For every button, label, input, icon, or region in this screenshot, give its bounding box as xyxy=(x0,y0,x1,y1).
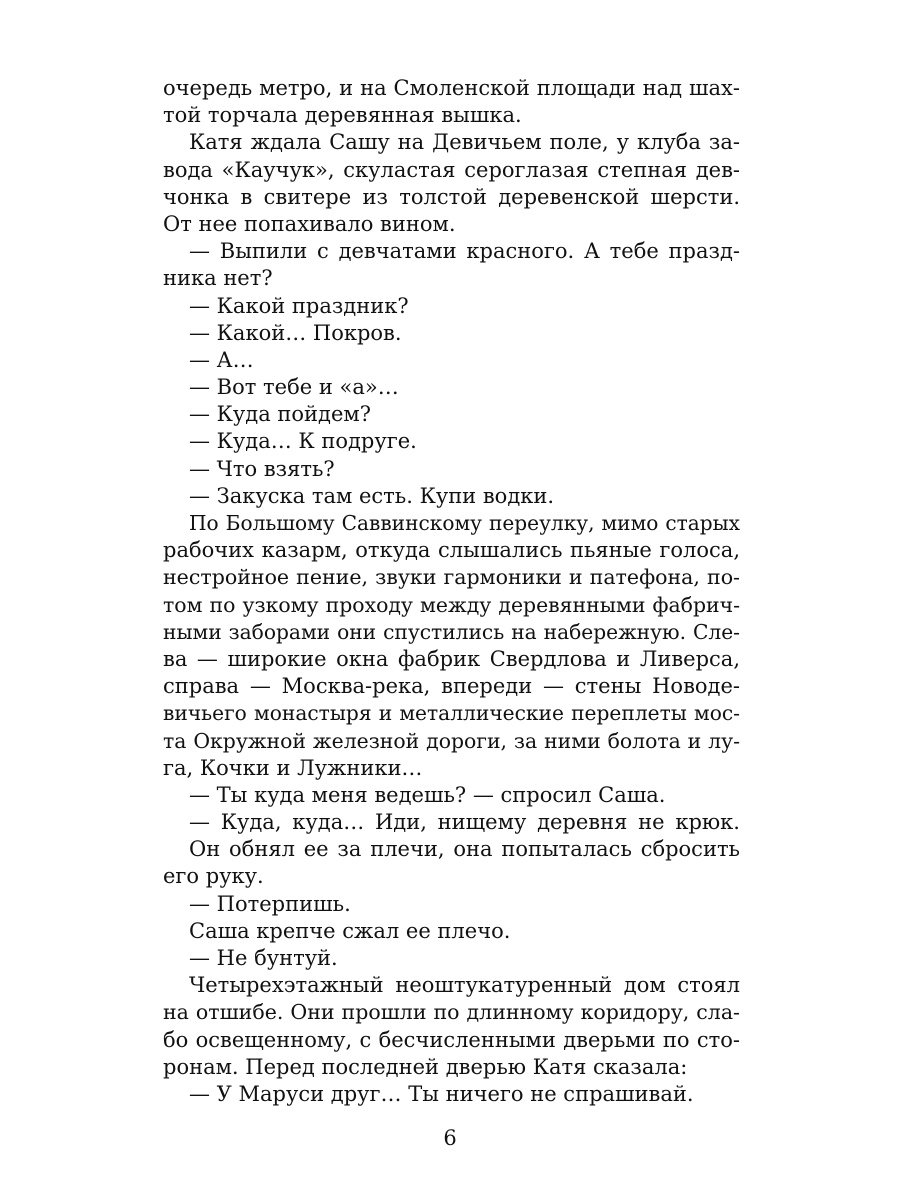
dialogue-line: — У Маруси друг… Ты ничего не спрашивай. xyxy=(189,1081,694,1106)
text-line: той торчала деревянная вышка. xyxy=(163,103,522,128)
text-line: его руку. xyxy=(163,864,264,889)
dialogue-line: — Не бунтуй. xyxy=(189,946,338,970)
text-line: бо освещенному, с бесчисленными дверьми по сто- xyxy=(163,1027,740,1052)
text-line: ва — широкие окна фабрик Свердлова и Ливерса, xyxy=(163,646,740,671)
text-line: От нее попахивало вином. xyxy=(163,211,456,236)
dialogue-line: — Какой… Покров. xyxy=(189,320,402,345)
text-line: вода «Каучук», скуластая сероглазая степная дев- xyxy=(163,157,740,182)
text-line: га, Кочки и Лужники… xyxy=(163,755,423,780)
text-line: очередь метро, и на Смоленской площади над шах- xyxy=(163,76,740,100)
dialogue-line: — Вот тебе и «а»… xyxy=(189,375,399,400)
text-line: По Большому Саввинскому переулку, мимо старых xyxy=(189,511,740,535)
dialogue-line: — Выпили с девчатами красного. А тебе празд- xyxy=(189,239,740,264)
dialogue-line: — Куда пойдем? xyxy=(189,402,371,427)
dialogue-line: — Что взять? xyxy=(189,456,335,481)
text-line: нестройное пение, звуки гармоники и патефона, по- xyxy=(163,565,740,590)
text-line: Саша крепче сжал ее плечо. xyxy=(189,918,511,943)
dialogue-line: — Потерпишь. xyxy=(189,891,351,916)
page-text xyxy=(163,75,740,1108)
text-line: вичьего монастыря и металлические переплеты мос- xyxy=(163,701,740,726)
text-line: ронам. Перед последней дверью Катя сказала: xyxy=(163,1054,688,1079)
dialogue-line: — Ты куда меня ведешь? — спросил Саша. xyxy=(189,782,666,807)
text-line: Он обнял ее за плечи, она попыталась сбросить xyxy=(189,837,740,862)
page-number: 6 xyxy=(443,1126,457,1150)
dialogue-line: — А… xyxy=(189,347,254,372)
dialogue-line: — Куда… К подруге. xyxy=(189,429,417,454)
text-line: рабочих казарм, откуда слышались пьяные голоса, xyxy=(163,538,740,563)
text-line: ными заборами они спустились на набережную. Сле- xyxy=(163,619,740,644)
dialogue-line: — Куда, куда… Иди, нищему деревня не крюк. xyxy=(189,810,740,835)
text-line: справа — Москва-река, впереди — стены Новоде- xyxy=(163,674,740,699)
text-line: Четырехэтажный неоштукатуренный дом стоял xyxy=(189,973,740,998)
text-line: Катя ждала Сашу на Девичьем поле, у клуба за- xyxy=(189,130,740,155)
dialogue-line: — Закуска там есть. Купи водки. xyxy=(189,483,555,508)
text-line: та Окружной железной дороги, за ними болота и лу- xyxy=(163,728,740,753)
dialogue-line: — Какой праздник? xyxy=(189,293,409,318)
text-line: ника нет? xyxy=(163,266,273,291)
text-line: на отшибе. Они прошли по длинному коридору, сла- xyxy=(163,1000,740,1025)
text-line: чонка в свитере из толстой деревенской шерсти. xyxy=(163,184,740,209)
text-line: том по узкому проходу между деревянными фабрич- xyxy=(163,592,740,617)
